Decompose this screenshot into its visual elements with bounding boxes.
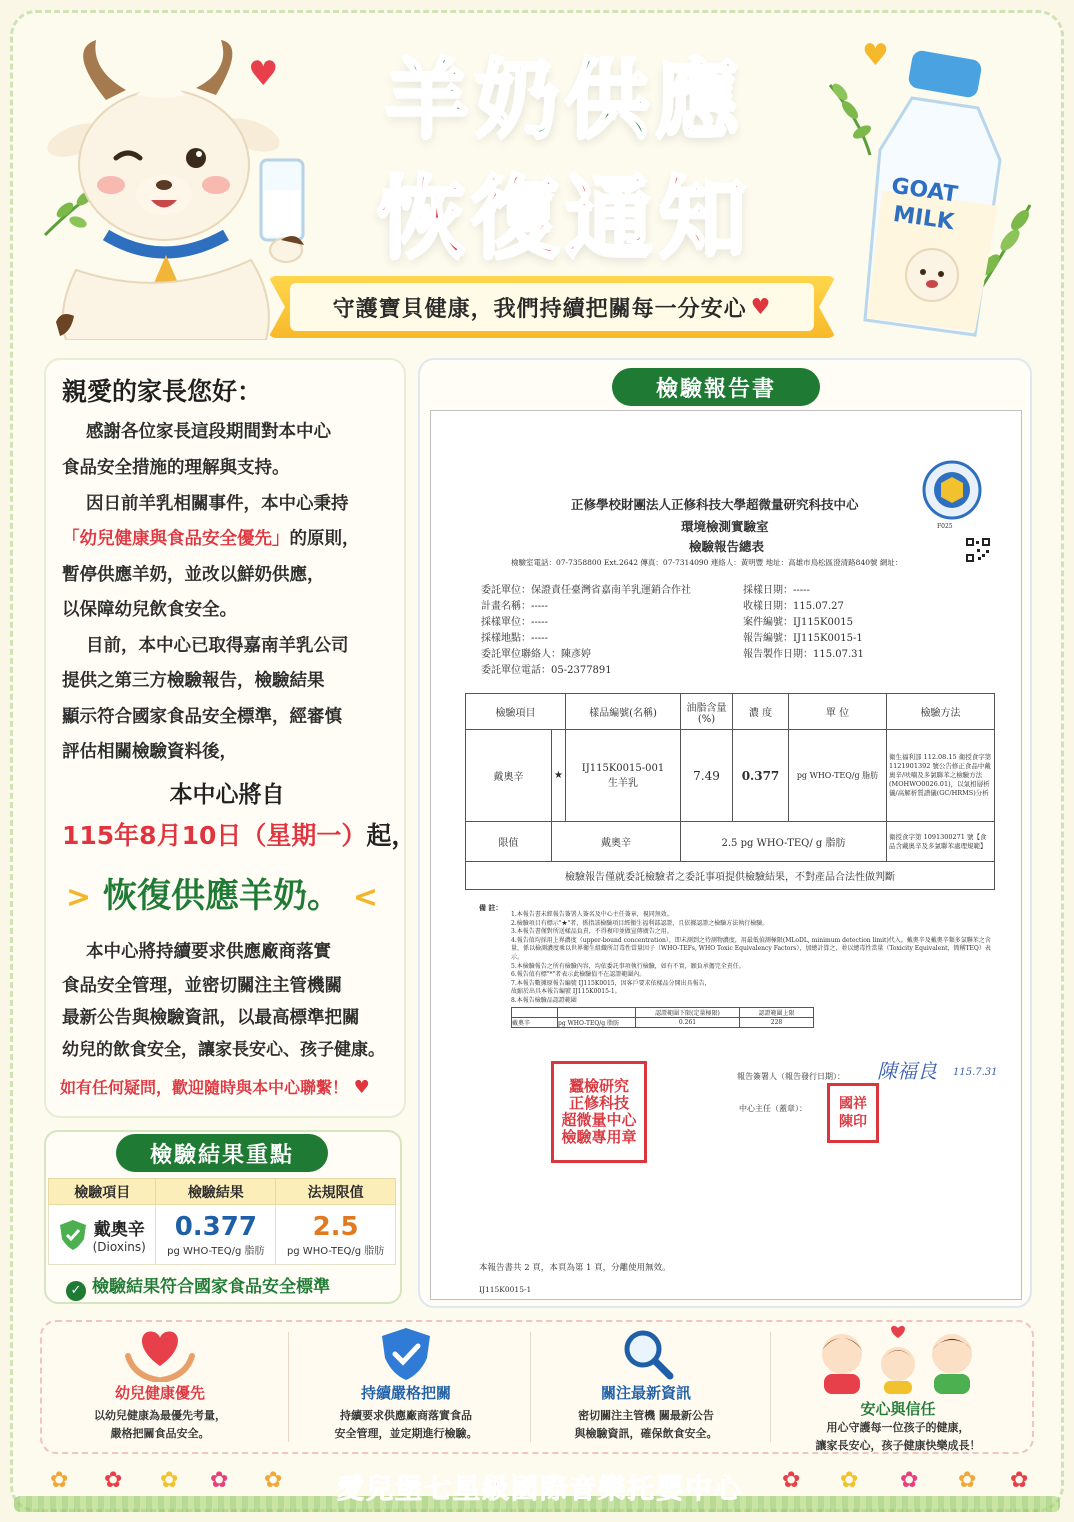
report-star: ★ [552, 730, 566, 822]
report-header: 檢驗項目 [466, 694, 566, 730]
feature-title: 持續嚴格把關 [360, 1384, 451, 1402]
goat-milk-bottle-illustration [850, 50, 1020, 340]
letter-line: 提供之第三方檢驗報告，檢驗結果 [62, 671, 325, 691]
heart-icon: ♥ [248, 54, 279, 94]
highlights-limit-cell [276, 1205, 396, 1265]
report-fat: 7.49 [681, 730, 733, 822]
highlights-item: 戴奧辛 [93, 1220, 145, 1240]
highlights-limit-unit: pg WHO-TEQ/g 脂肪 [286, 1246, 385, 1257]
signature-date: 115.7.31 [953, 1067, 998, 1078]
report-field: 採樣日期：----- [743, 585, 810, 596]
contact-text: 如有任何疑問，歡迎隨時與本中心聯繫！ [60, 1078, 349, 1097]
closing-line: 幼兒的飲食安全，讓家長安心、孩子健康。 [62, 1040, 385, 1060]
highlights-header: 檢驗項目 [49, 1179, 156, 1205]
divider [770, 1332, 771, 1442]
report-conc: 0.377 [733, 730, 789, 822]
report-sample-id: IJ115K0015-001 [581, 762, 665, 774]
letter-line: 顯示符合國家食品安全標準，經審慎 [62, 707, 342, 727]
flower-icon: ✿ [104, 1468, 123, 1493]
letter-line: 感謝各位家長這段期間對本中心 [86, 422, 331, 442]
signature-handwritten: 陳福良 [877, 1059, 937, 1083]
closing-line: 食品安全管理，並密切關注主管機關 [62, 976, 342, 996]
report-field: 委託單位電話：05-2377891 [481, 665, 612, 676]
report-doc-title: 檢驗報告總表 [689, 539, 765, 554]
closing-line: 本中心將持續要求供應廠商落實 [86, 942, 331, 962]
taf-accreditation-logo-icon [921, 459, 983, 529]
report-notes-label: 備 註： [479, 903, 503, 912]
report-limit-label: 限值 [466, 822, 552, 862]
conclusion-text: 檢驗結果符合國家食品安全標準 [92, 1277, 330, 1297]
feature-line: 以幼兒健康為最優先考量， [94, 1409, 226, 1422]
report-field: 案件編號：IJ115K0015 [743, 617, 853, 628]
closing-line: 最新公告與檢驗資訊，以最高標準把關 [62, 1008, 360, 1028]
report-field: 採樣單位：----- [481, 617, 548, 628]
children-group-icon [806, 1324, 986, 1394]
ribbon-slogan: 守護寶貝健康，我們持續把關每一分安心 [332, 296, 747, 322]
report-field: 委託單位聯絡人：陳彥婷 [481, 649, 591, 660]
heart-icon: ♥ [750, 294, 772, 320]
magnifier-icon [622, 1328, 674, 1380]
heart-in-hands-icon [124, 1326, 196, 1382]
report-note: 1.本報告書未經報告簽署人簽名及中心主任簽章，視同無效。 [511, 911, 673, 918]
range-header [558, 1007, 636, 1017]
letter-line-principle [62, 525, 360, 550]
chevron-left-icon: < [352, 880, 378, 915]
flower-icon: ✿ [958, 1468, 977, 1493]
shield-check-icon [380, 1326, 432, 1382]
heart-icon: ♥ [353, 1077, 370, 1098]
report-header: 油脂含量(%) [681, 694, 733, 730]
highlights-result: 0.377 [174, 1212, 257, 1242]
report-note: 3.本報告書僅對所送樣品負責，不得複印並做宣傳廣告之用。 [511, 928, 673, 936]
flower-icon: ✿ [160, 1468, 179, 1493]
shield-check-icon [59, 1219, 87, 1251]
feature-card-trust [778, 1324, 1018, 1450]
highlights-limit: 2.5 [312, 1212, 359, 1242]
letter-line: 以保障幼兒飲食安全。 [62, 600, 237, 620]
director-seal-stamp: 國祥 陳印 [827, 1083, 879, 1143]
feature-card-latest-info [536, 1324, 756, 1450]
report-header: 檢驗方法 [887, 694, 995, 730]
feature-line: 與檢驗資訊，確保飲食安全。 [574, 1427, 718, 1440]
lab-report-document [430, 410, 1022, 1300]
lab-official-seal-stamp: 蠶檢研究 正修科技 超微量中心 檢驗專用章 [551, 1061, 647, 1163]
accreditation-range-table [511, 1007, 814, 1028]
ribbon-text-box [290, 283, 814, 331]
feature-title: 安心與信任 [860, 1400, 936, 1418]
goat-mascot-illustration [36, 40, 316, 340]
report-header: 單 位 [789, 694, 887, 730]
letter-line: 暫停供應羊奶，並改以鮮奶供應， [62, 565, 325, 585]
chevron-right-icon: > [66, 880, 92, 915]
report-note: 8.本報告檢驗品認證範圍 [511, 996, 577, 1004]
highlights-header: 檢驗結果 [156, 1179, 276, 1205]
letter-line: 食品安全措施的理解與支持。 [62, 458, 290, 478]
letter-line: 的原則， [289, 529, 360, 549]
resume-supply-text: 恢復供應羊奶。 [103, 876, 341, 916]
highlights-result-unit: pg WHO-TEQ/g 脂肪 [167, 1246, 265, 1257]
report-note: 4.報告值均採用上界濃度（upper-bound concentration），即未測到之待測物濃度，用最低偵測極限(MLoDL, minimum detection limit)代入。戴奧辛及戴奧辛類多氯聯苯之含量，係以檢測濃度乘以世界衛生組織所訂毒性當量因子（WHO-TEFs, WHO Toxic Equivalency Factors），加總計算之，並以總毒性當量（Toxicity Equivalent，簡稱TEQ）表示。 [511, 936, 991, 961]
report-disclaimer: 檢驗報告僅就委託檢驗者之委託事項提供檢驗結果，不對產品合法性做判斷 [466, 862, 995, 890]
announcement-lead: 本中心將自 [169, 782, 285, 808]
range-header [512, 1007, 558, 1017]
feature-line: 用心守護每一位孩子的健康， [826, 1421, 970, 1434]
contact-note [60, 1075, 370, 1098]
report-notes [511, 911, 991, 1028]
title-line-2: 恢復通知 [376, 166, 753, 269]
feature-line: 密切關注主管機 關最新公告 [578, 1409, 714, 1422]
report-field: 計畫名稱：----- [481, 601, 548, 612]
logo-code: F025 [937, 523, 953, 530]
report-footer-code: IJ115K0015-1 [479, 1285, 532, 1294]
announcement-headline [52, 868, 392, 917]
letter-greeting: 親愛的家長您好： [62, 377, 263, 406]
announcement-date [62, 816, 417, 852]
heart-icon: ♥ [862, 38, 889, 73]
report-field: 採樣地點：----- [481, 633, 548, 644]
director-label: 中心主任（蓋章）： [739, 1104, 807, 1113]
report-item: 戴奧辛 [466, 730, 552, 822]
feature-text [296, 1407, 516, 1443]
report-lab: 環境檢測實驗室 [681, 519, 769, 534]
bottle-label-goat: GOAT [889, 173, 960, 208]
report-contact: 檢驗室電話：07-7358800 Ext.2642 傳真：07-7314090 連絡人：黃明豐 地址：高雄市鳥松區澄清路840號 網址： [511, 558, 903, 567]
highlights-item-cell [49, 1205, 156, 1265]
feature-title: 幼兒健康優先 [114, 1384, 205, 1402]
range-cell: pg WHO-TEQ/g 脂肪 [558, 1017, 636, 1027]
report-limit-value: 2.5 pg WHO-TEQ/ g 脂肪 [681, 822, 887, 862]
flower-icon: ✿ [50, 1468, 69, 1493]
feature-line: 持續要求供應廠商落實食品 [340, 1409, 472, 1422]
feature-title: 關注最新資訊 [600, 1384, 691, 1402]
report-note: 6.報告值有標"*"者表示此檢驗值不在認證範圍內。 [511, 971, 646, 979]
highlights-result-cell [156, 1205, 276, 1265]
letter-line: 因日前羊乳相關事件，本中心秉持 [86, 494, 349, 514]
letter-line: 目前，本中心已取得嘉南羊乳公司 [86, 636, 349, 656]
feature-card-strict-control [296, 1324, 516, 1450]
report-header: 濃 度 [733, 694, 789, 730]
resume-date: 115年8月10日（星期一） [62, 821, 367, 850]
report-org: 正修學校財團法人正修科技大學超微量研究科技中心 [571, 497, 859, 512]
title-line-1: 羊奶供應 [384, 50, 745, 148]
highlights-header: 法規限值 [276, 1179, 396, 1205]
report-results-table [465, 693, 995, 890]
flower-icon: ✿ [210, 1468, 229, 1493]
feature-line: 嚴格把關食品安全。 [110, 1427, 210, 1440]
range-header: 認證範圍下限(定量極限) [636, 1007, 740, 1017]
feature-text [778, 1419, 1018, 1455]
highlights-title: 檢驗結果重點 [116, 1134, 328, 1172]
range-header: 認證範圍上限 [740, 1007, 814, 1017]
report-sample-name: 生羊乳 [608, 777, 638, 789]
feature-line: 讓家長安心，孩子健康快樂成長！ [815, 1439, 981, 1452]
principle-highlight: 「幼兒健康與食品安全優先」 [62, 529, 290, 549]
bottle-label-milk: MILK [891, 201, 956, 236]
signer-label: 報告簽署人（報告發行日期）： [737, 1072, 845, 1081]
report-title: 檢驗報告書 [612, 368, 820, 406]
flower-icon: ✿ [782, 1468, 801, 1493]
report-field: 報告編號：IJ115K0015-1 [743, 633, 863, 644]
divider [530, 1332, 531, 1442]
report-field: 收樣日期：115.07.27 [743, 601, 844, 612]
report-page-info: 本報告書共 2 頁，本頁為第 1 頁，分離使用無效。 [479, 1263, 671, 1273]
flower-icon: ✿ [840, 1468, 859, 1493]
highlights-table [48, 1178, 396, 1265]
report-note: 故縮於出具本報告編號 IJ115K0015-1。 [511, 988, 621, 996]
report-limit-basis: 衛授食字第 1091300271 號【食品含戴奧辛及多氯聯苯處理規範】 [887, 822, 995, 862]
flower-icon: ✿ [264, 1468, 283, 1493]
report-header: 樣品編號(名稱) [566, 694, 681, 730]
feature-text [536, 1407, 756, 1443]
qr-code-icon [965, 537, 991, 563]
report-field: 報告製作日期：115.07.31 [743, 649, 864, 660]
report-note: 5.本檢驗報告之所有檢驗內容，均依委託事項執行檢驗，如有不實，願負承擔完全責任。 [511, 962, 745, 970]
report-note: 2.檢驗項目有標示"★"者，係指該檢驗項目經衛生福利部認證，且依據認證之檢驗方法執行檢驗。 [511, 919, 769, 927]
check-circle-icon: ✓ [66, 1281, 86, 1301]
feature-line: 安全管理，並定期進行檢驗。 [334, 1427, 478, 1440]
feature-card-child-health [50, 1324, 270, 1450]
highlights-item-en: (Dioxins) [92, 1240, 146, 1254]
range-cell: 228 [740, 1017, 814, 1027]
feature-text [50, 1407, 270, 1443]
range-cell: 戴奧辛 [512, 1017, 558, 1027]
report-method: 衛生福利部 112.08.15 衛授食字第 1121901392 號公告修正食品中戴奧辛/呋喃及多氯聯苯之檢驗方法(MOHWO0026.01)，以氣相層析儀/高解析質譜儀(GC/HRMS)分析 [887, 730, 995, 822]
divider [288, 1332, 289, 1442]
footer-org-name: 愛兒堡七星級國際音樂托嬰中心 [337, 1473, 743, 1505]
range-cell: 0.261 [636, 1017, 740, 1027]
flower-icon: ✿ [900, 1468, 919, 1493]
report-field: 委託單位：保證責任臺灣省嘉南羊乳運銷合作社 [481, 585, 691, 596]
report-limit-item: 戴奧辛 [552, 822, 681, 862]
report-sample-cell [566, 730, 681, 822]
report-note: 7.本報告數據原報告編號 IJ115K0015，因客戶要求依樣品分開出具報告， [511, 979, 711, 987]
resume-date-suffix: 起， [366, 821, 417, 850]
report-unit: pg WHO-TEQ/g 脂肪 [789, 730, 887, 822]
flower-icon: ✿ [1010, 1468, 1029, 1493]
letter-line: 評估相關檢驗資料後， [62, 742, 237, 762]
highlights-conclusion [66, 1272, 330, 1301]
